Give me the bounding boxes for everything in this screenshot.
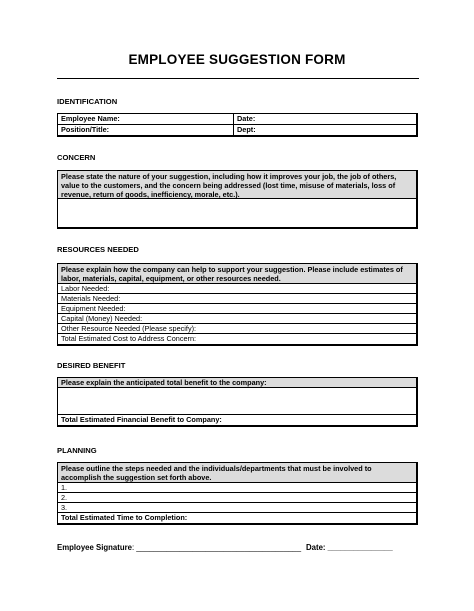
benefit-heading: DESIRED BENEFIT	[57, 361, 126, 370]
signature-date-field[interactable]: Date: _______________	[306, 543, 393, 552]
step-3-field[interactable]: 3.	[58, 503, 416, 513]
employee-name-field[interactable]: Employee Name:	[58, 114, 234, 124]
capital-needed-field[interactable]: Capital (Money) Needed:	[58, 314, 416, 324]
form-title: EMPLOYEE SUGGESTION FORM	[128, 52, 346, 67]
identification-row-2	[58, 125, 416, 135]
concern-response-area[interactable]	[58, 199, 416, 228]
benefit-response-area[interactable]	[58, 388, 416, 415]
position-title-field[interactable]: Position/Title:	[58, 125, 234, 135]
planning-table	[57, 462, 418, 525]
signature-line[interactable]	[57, 543, 301, 552]
materials-needed-field[interactable]: Materials Needed:	[58, 294, 416, 304]
step-2-field[interactable]: 2.	[58, 493, 416, 503]
resources-heading: RESOURCES NEEDED	[57, 245, 139, 254]
identification-table	[57, 113, 418, 137]
date-field[interactable]: Date:	[237, 114, 256, 123]
resources-table	[57, 263, 418, 346]
identification-row-1	[58, 114, 416, 125]
total-time-to-completion-field[interactable]: Total Estimated Time to Completion:	[61, 513, 188, 522]
title-divider	[57, 78, 419, 79]
resources-prompt: Please explain how the company can help to support your suggestion. Please include estimates of labor, materials, capital, equipment, or other resources needed.	[58, 264, 416, 284]
planning-prompt: Please outline the steps needed and the individuals/departments that must be involved to accomplish the suggestion set forth above.	[58, 463, 416, 483]
total-estimated-cost-field[interactable]: Total Estimated Cost to Address Concern:	[61, 334, 197, 343]
equipment-needed-field[interactable]: Equipment Needed:	[58, 304, 416, 314]
planning-heading: PLANNING	[57, 446, 97, 455]
step-1-field[interactable]: 1.	[58, 483, 416, 493]
labor-needed-field[interactable]: Labor Needed:	[58, 284, 416, 294]
identification-heading: IDENTIFICATION	[57, 97, 118, 106]
signature-label: Employee Signature	[57, 543, 132, 552]
concern-table	[57, 170, 418, 229]
dept-field[interactable]: Dept:	[237, 125, 256, 134]
total-financial-benefit-field[interactable]: Total Estimated Financial Benefit to Company:	[61, 415, 222, 424]
concern-prompt: Please state the nature of your suggestion, including how it improves your job, the job of others, value to the customers, and the concern being addressed (lost time, misuse of materials, loss of revenue, return of goods, inefficiency, morale, etc.).	[58, 171, 416, 199]
signature-underline: : ______________________________________	[131, 543, 302, 552]
benefit-prompt: Please explain the anticipated total benefit to the company:	[58, 378, 416, 388]
benefit-table	[57, 377, 418, 427]
concern-heading: CONCERN	[57, 153, 96, 162]
other-resource-field[interactable]: Other Resource Needed (Please specify):	[58, 324, 416, 334]
